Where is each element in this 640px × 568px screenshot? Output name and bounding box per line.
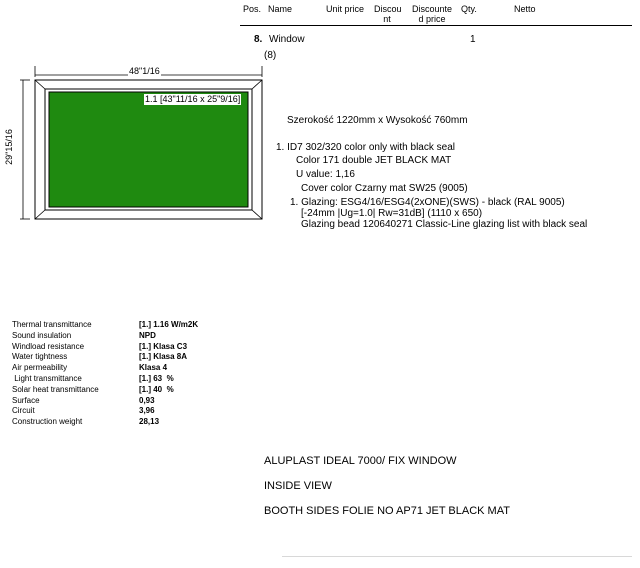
col-netto: Netto — [514, 4, 536, 14]
property-label: Windload resistance — [12, 341, 85, 351]
property-row — [12, 331, 242, 342]
property-row — [12, 320, 242, 331]
property-label: Air permeability — [12, 363, 68, 373]
property-row — [12, 417, 242, 428]
item-ref: (8) — [264, 50, 277, 61]
note-line-2: INSIDE VIEW — [264, 480, 332, 492]
height-dimension-label: 29"15/16 — [3, 129, 14, 165]
col-discounted-price-label: Discounte d price — [411, 4, 453, 24]
property-label: Water tightness — [12, 352, 68, 362]
width-dimension-label: 48"1/16 — [129, 66, 160, 76]
note-line-3: BOOTH SIDES FOLIE NO AP71 JET BLACK MAT — [264, 505, 510, 517]
property-value: Klasa 4 — [139, 363, 168, 373]
property-row — [12, 342, 242, 353]
item-qty: 1 — [470, 34, 476, 45]
u-value-line: U value: 1,16 — [296, 169, 355, 180]
property-row — [12, 396, 242, 407]
property-label: Sound insulation — [12, 330, 72, 340]
col-discount-label: Discou nt — [374, 4, 402, 24]
property-value: [1.] 1.16 W/m2K — [139, 320, 199, 329]
col-qty: Qty. — [461, 4, 477, 14]
properties-table — [12, 320, 242, 428]
glazing-line-2: [-24mm |Ug=1.0| Rw=31dB] (1110 x 650) — [301, 208, 483, 219]
property-label: Surface — [12, 395, 40, 405]
item-name: Window — [269, 34, 305, 45]
property-value: 28,13 — [139, 417, 160, 427]
property-row — [12, 385, 242, 396]
col-discounted-price — [410, 4, 454, 24]
property-value: [1.] 63 % — [139, 373, 174, 383]
color-line: Color 171 double JET BLACK MAT — [296, 155, 452, 166]
property-row — [12, 374, 242, 385]
col-discount — [374, 4, 400, 24]
profile-line: 1. ID7 302/320 color only with black seal — [276, 142, 455, 153]
property-row — [12, 352, 242, 363]
property-label: Construction weight — [12, 417, 83, 427]
property-label: Thermal transmittance — [12, 320, 92, 329]
property-label: Light transmittance — [12, 373, 82, 383]
property-value: [1.] Klasa C3 — [139, 341, 188, 351]
note-line-1: ALUPLAST IDEAL 7000/ FIX WINDOW — [264, 455, 457, 467]
cover-color-line: Cover color Czarny mat SW25 (9005) — [301, 183, 468, 194]
property-label: Circuit — [12, 406, 35, 416]
item-number: 8. — [254, 34, 263, 45]
col-unit-price: Unit price — [326, 4, 365, 14]
property-value: [1.] 40 % — [139, 384, 174, 394]
window-drawing — [0, 0, 280, 230]
property-value: [1.] Klasa 8A — [139, 352, 188, 362]
glazing-line-1: 1. Glazing: ESG4/16/ESG4(2xONE)(SWS) - black (RAL 9005) — [290, 197, 565, 208]
glass-label: 1.1 [43"11/16 x 25"9/16] — [145, 94, 241, 104]
col-pos: Pos. — [243, 4, 262, 14]
property-row — [12, 363, 242, 374]
property-label: Solar heat transmittance — [12, 384, 99, 394]
property-value: NPD — [139, 330, 156, 340]
header-rule — [240, 25, 632, 26]
property-value: 3,96 — [139, 406, 155, 416]
property-value: 0,93 — [139, 395, 155, 405]
bottom-rule — [282, 556, 632, 557]
window-drawing-svg — [0, 0, 280, 230]
size-line: Szerokość 1220mm x Wysokość 760mm — [287, 115, 468, 126]
glazing-line-3: Glazing bead 120640271 Classic-Line glazing list with black seal — [301, 219, 588, 230]
property-row — [12, 406, 242, 417]
col-name: Name — [268, 4, 293, 14]
glass-pane — [49, 92, 248, 207]
